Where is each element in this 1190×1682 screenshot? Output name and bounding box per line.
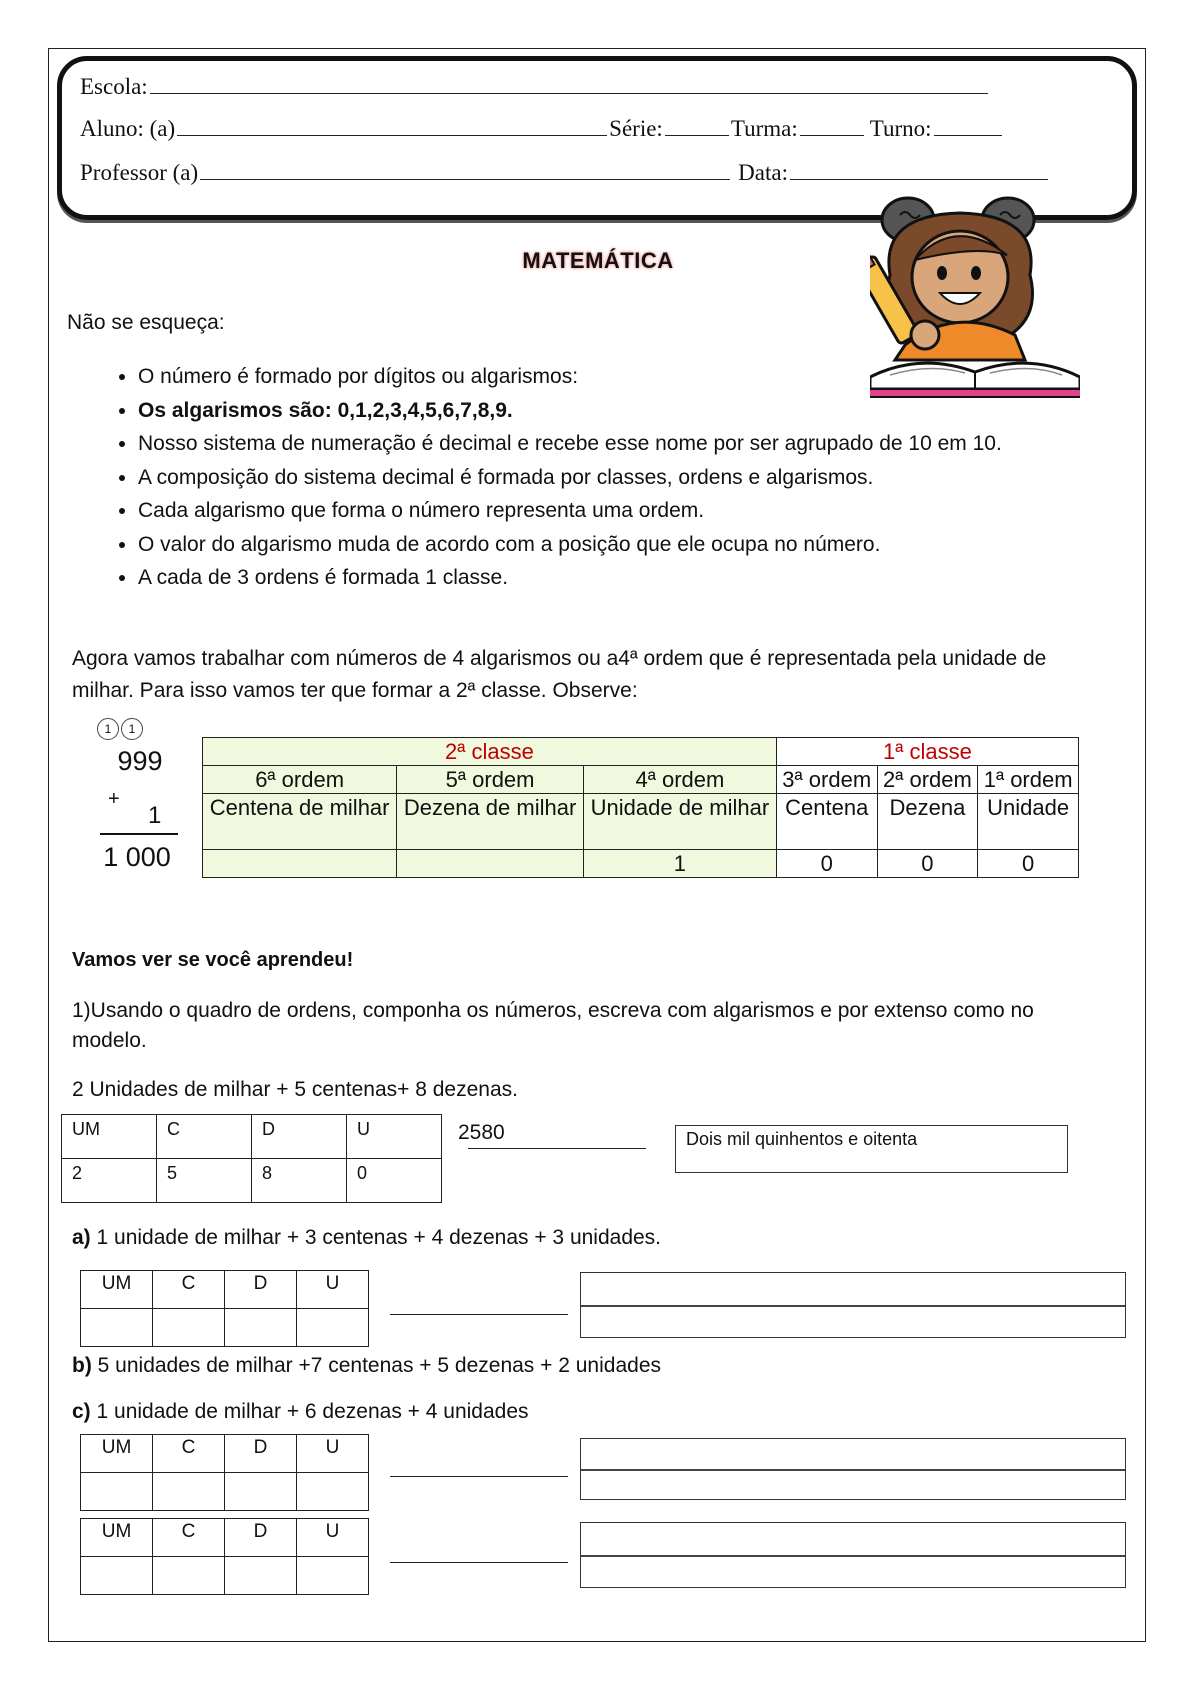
- model-order-table: [61, 1114, 442, 1203]
- aluno-field[interactable]: [177, 134, 607, 136]
- header-cell: UM: [81, 1519, 153, 1557]
- answer-cell[interactable]: [225, 1557, 297, 1595]
- addend-top: 999: [117, 746, 163, 776]
- data-label: Data:: [738, 160, 788, 185]
- order-name-cell: Centena de milhar: [203, 794, 397, 850]
- answer-cell[interactable]: [297, 1309, 369, 1347]
- carry-digit: 1: [97, 718, 119, 740]
- header-cell: U: [297, 1519, 369, 1557]
- order-name-cell: Centena: [776, 794, 877, 850]
- order-value-cell: 0: [877, 850, 978, 878]
- answer-cell[interactable]: [297, 1473, 369, 1511]
- header-cell: C: [153, 1435, 225, 1473]
- order-name-cell: Unidade de milhar: [583, 794, 776, 850]
- professor-line: [80, 160, 1050, 186]
- answer-cell[interactable]: [153, 1557, 225, 1595]
- reminder-item: • O número é formado por dígitos ou algarismos:: [138, 360, 1168, 394]
- model-prompt: 2 Unidades de milhar + 5 centenas+ 8 dezenas.: [72, 1078, 518, 1101]
- model-number-line: [468, 1148, 646, 1149]
- class-header-1: 1ª classe: [776, 738, 1078, 766]
- turno-label: Turno:: [869, 116, 932, 141]
- item-c-label: c): [72, 1400, 91, 1423]
- turma-field[interactable]: [800, 134, 864, 136]
- reminder-item: • Nosso sistema de numeração é decimal e recebe esse nome por ser agrupado de 10 em 10.: [138, 427, 1168, 461]
- reminder-heading: Não se esqueça:: [67, 311, 225, 334]
- model-number: 2580: [458, 1121, 505, 1144]
- escola-label: Escola:: [80, 74, 148, 99]
- reminder-item: • Cada algarismo que forma o número representa uma ordem.: [138, 494, 1168, 528]
- reminder-item: • A composição do sistema decimal é formada por classes, ordens e algarismos.: [138, 461, 1168, 495]
- exercise-heading: Vamos ver se você aprendeu!: [72, 949, 354, 971]
- answer-cell[interactable]: [225, 1309, 297, 1347]
- order-cell: 5ª ordem: [397, 766, 584, 794]
- data-field[interactable]: [790, 178, 1048, 180]
- model-header-cell: UM: [62, 1115, 157, 1159]
- header-cell: D: [225, 1271, 297, 1309]
- order-value-cell: [203, 850, 397, 878]
- item-a-prompt: [72, 1222, 661, 1254]
- serie-label: Série:: [609, 116, 663, 141]
- reminder-list: [95, 360, 1168, 595]
- order-value-cell: 0: [776, 850, 877, 878]
- model-value-cell: 0: [347, 1159, 442, 1203]
- plus-sign: +: [108, 788, 120, 810]
- model-words: Dois mil quinhentos e oitenta: [686, 1129, 918, 1149]
- turma-label: Turma:: [730, 116, 798, 141]
- orders-table: [202, 737, 1079, 878]
- reminder-item: • O valor do algarismo muda de acordo com a posição que ele ocupa no número.: [138, 528, 1168, 562]
- professor-field[interactable]: [200, 178, 730, 180]
- order-cell: 1ª ordem: [978, 766, 1079, 794]
- item-a-words-box[interactable]: [580, 1272, 1126, 1338]
- order-value-cell: 1: [583, 850, 776, 878]
- order-cell: 2ª ordem: [877, 766, 978, 794]
- model-header-cell: D: [252, 1115, 347, 1159]
- reminder-item: • Os algarismos são: 0,1,2,3,4,5,6,7,8,9.: [138, 394, 1168, 428]
- answer-cell[interactable]: [153, 1473, 225, 1511]
- model-header-cell: U: [347, 1115, 442, 1159]
- header-cell: UM: [81, 1271, 153, 1309]
- item-a-order-table: [80, 1270, 369, 1347]
- aluno-label: Aluno: (a): [80, 116, 176, 141]
- answer-cell[interactable]: [225, 1473, 297, 1511]
- header-cell: D: [225, 1519, 297, 1557]
- carry-digit: 1: [121, 718, 143, 740]
- answer-cell[interactable]: [81, 1473, 153, 1511]
- exercise-instruction: 1)Usando o quadro de ordens, componha os números, escreva com algarismos e por extenso como no modelo.: [72, 999, 1034, 1052]
- order-cell: 3ª ordem: [776, 766, 877, 794]
- model-words-box: [675, 1125, 1068, 1173]
- model-value-cell: 2: [62, 1159, 157, 1203]
- item-b-label: b): [72, 1354, 92, 1377]
- answer-cell[interactable]: [81, 1309, 153, 1347]
- item-c-prompt: [72, 1396, 529, 1428]
- order-value-cell: [397, 850, 584, 878]
- number-line-b[interactable]: [390, 1476, 568, 1477]
- order-value-cell: 0: [978, 850, 1079, 878]
- header-cell: D: [225, 1435, 297, 1473]
- turno-field[interactable]: [934, 134, 1002, 136]
- words-box-b[interactable]: [580, 1438, 1126, 1500]
- model-value-cell: 5: [157, 1159, 252, 1203]
- sum-result: 1 000: [103, 842, 171, 872]
- header-cell: U: [297, 1435, 369, 1473]
- addition-example: [90, 718, 190, 888]
- number-line-c[interactable]: [390, 1562, 568, 1563]
- order-cell: 4ª ordem: [583, 766, 776, 794]
- item-a-text: 1 unidade de milhar + 3 centenas + 4 dezenas + 3 unidades.: [90, 1226, 662, 1249]
- intro-text: Agora vamos trabalhar com números de 4 algarismos ou a4ª ordem que é representada pela unidade de milhar. Para isso vamos ter que formar a 2ª classe. Observe:: [72, 647, 1047, 702]
- item-b-text: 5 unidades de milhar +7 centenas + 5 dezenas + 2 unidades: [91, 1354, 661, 1377]
- item-c-text: 1 unidade de milhar + 6 dezenas + 4 unidades: [90, 1400, 529, 1423]
- header-cell: C: [153, 1271, 225, 1309]
- words-box-c[interactable]: [580, 1522, 1126, 1588]
- escola-line: [80, 74, 990, 100]
- addend-bottom: 1: [148, 802, 162, 829]
- item-a-number-line[interactable]: [390, 1314, 568, 1315]
- order-name-cell: Dezena de milhar: [397, 794, 584, 850]
- sum-rule: [100, 833, 178, 835]
- header-cell: C: [153, 1519, 225, 1557]
- header-cell: U: [297, 1271, 369, 1309]
- order-name-cell: Dezena: [877, 794, 978, 850]
- model-header-cell: C: [157, 1115, 252, 1159]
- header-cell: UM: [81, 1435, 153, 1473]
- answer-cell[interactable]: [297, 1557, 369, 1595]
- order-table-c: [80, 1518, 369, 1595]
- aluno-line: [80, 116, 1004, 142]
- item-b-prompt: [72, 1350, 661, 1382]
- answer-cell[interactable]: [153, 1309, 225, 1347]
- order-cell: 6ª ordem: [203, 766, 397, 794]
- escola-field[interactable]: [150, 92, 988, 94]
- model-value-cell: 8: [252, 1159, 347, 1203]
- order-name-cell: Unidade: [978, 794, 1079, 850]
- serie-field[interactable]: [665, 134, 729, 136]
- page-title: MATEMÁTICA: [522, 248, 674, 273]
- order-table-b: [80, 1434, 369, 1511]
- class-header-2: 2ª classe: [203, 738, 777, 766]
- item-a-label: a): [72, 1226, 91, 1249]
- answer-cell[interactable]: [81, 1557, 153, 1595]
- reminder-item: • A cada de 3 ordens é formada 1 classe.: [138, 561, 1168, 595]
- professor-label: Professor (a): [80, 160, 199, 185]
